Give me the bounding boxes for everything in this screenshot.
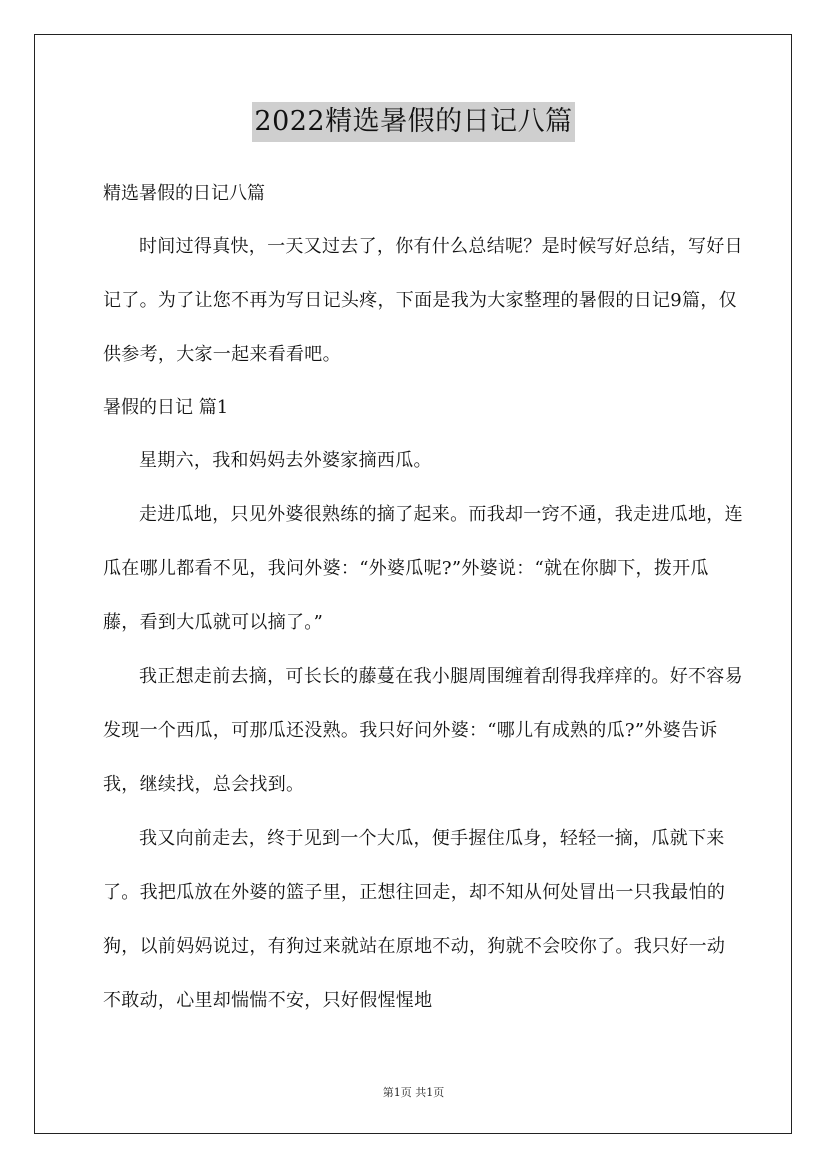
page-number-footer: 第1页 共1页 [382,1086,445,1099]
document-title-block [0,102,827,142]
body-paragraph: 我正想走前去摘，可长长的藤蔓在我小腿周围缠着刮得我痒痒的。好不容易发现一个西瓜，可那瓜还没熟。我只好问外婆：“哪儿有成熟的瓜?”外婆告诉我，继续找，总会找到。 [103,666,743,795]
diary-entry-heading: 暑假的日记 篇1 [103,397,229,418]
document-title: 2022精选暑假的日记八篇 [252,102,574,142]
document-body [103,168,743,1028]
body-paragraph: 我又向前走去，终于见到一个大瓜，便手握住瓜身，轻轻一摘，瓜就下来了。我把瓜放在外婆的篮子里，正想往回走，却不知从何处冒出一只我最怕的狗，以前妈妈说过，有狗过来就站在原地不动，狗就不会咬你了。我只好一动不敢动，心里却惴惴不安，只好假惺惺地 [103,828,726,1011]
subtitle-heading: 精选暑假的日记八篇 [103,183,265,204]
body-paragraph: 星期六，我和妈妈去外婆家摘西瓜。 [139,450,432,471]
intro-paragraph: 时间过得真快，一天又过去了，你有什么总结呢？是时候写好总结，写好日记了。为了让您不再为写日记头疼，下面是我为大家整理的暑假的日记9篇，仅供参考，大家一起来看看吧。 [103,236,743,365]
body-paragraph: 走进瓜地，只见外婆很熟练的摘了起来。而我却一窍不通，我走进瓜地，连瓜在哪儿都看不见，我问外婆：“外婆瓜呢?”外婆说：“就在你脚下，拨开瓜藤，看到大瓜就可以摘了。” [103,504,743,633]
